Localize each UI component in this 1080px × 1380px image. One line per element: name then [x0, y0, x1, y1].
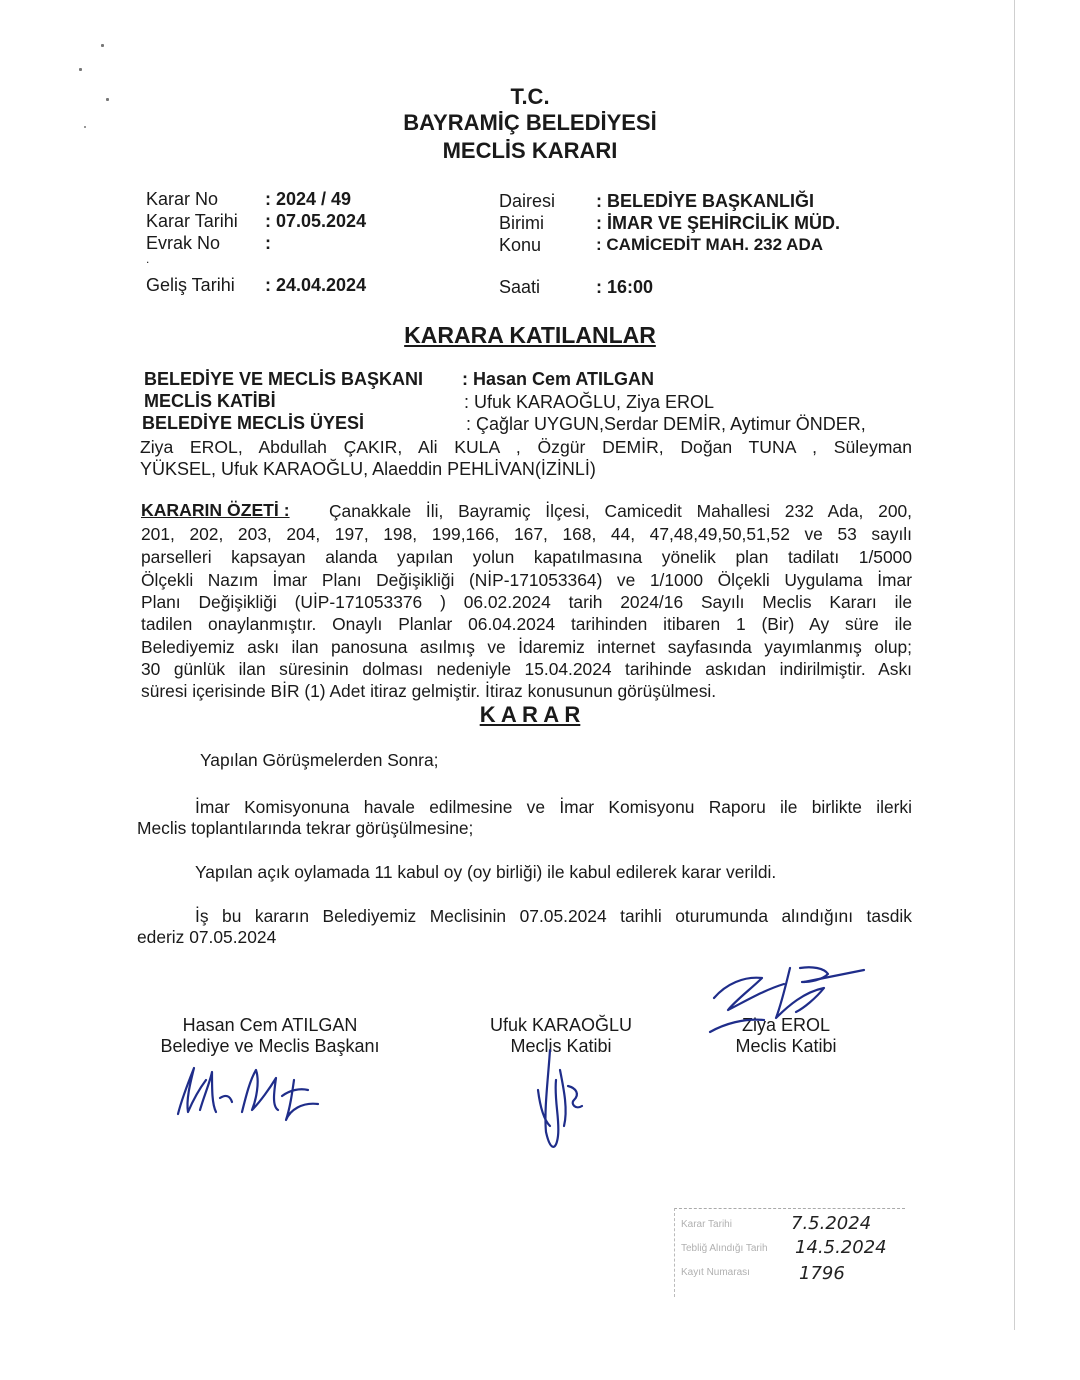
scan-edge-line [1014, 0, 1015, 1330]
scan-speck [79, 68, 82, 71]
signatory-2-name: Ufuk KARAOĞLU [489, 1015, 633, 1035]
decision-p4-line1: İş bu kararın Belediyemiz Meclisinin 07.05.2024 tarihli oturumunda alındığını tasdik [195, 906, 912, 926]
stamp-row2-value: 14.5.2024 [795, 1237, 887, 1258]
signatory-1-title: Belediye ve Meclis Başkanı [160, 1036, 380, 1056]
gelis-tarihi-value: : 24.04.2024 [265, 275, 367, 295]
summary-line-9: süresi içerisinde BİR (1) Adet itiraz gelmiştir. İtiraz konusunun görüşülmesi. [141, 681, 717, 701]
evrak-no-label: Evrak No [146, 233, 221, 253]
signature-mayor [160, 1050, 340, 1130]
signature-clerk-2 [704, 958, 874, 1038]
birimi-label: Birimi [499, 213, 544, 233]
receipt-stamp [674, 1208, 905, 1297]
header-municipality: BAYRAMİÇ BELEDİYESİ [403, 110, 657, 135]
baskan-value: : Hasan Cem ATILGAN [462, 369, 655, 389]
karar-tarihi-value: : 07.05.2024 [265, 211, 367, 231]
decision-p2-line1: İmar Komisyonuna havale edilmesine ve İmar Komisyonu Raporu ile birlikte ilerki [195, 797, 912, 817]
stray-dot: . [146, 252, 150, 266]
dairesi-label: Dairesi [499, 191, 556, 211]
stamp-row1-value: 7.5.2024 [791, 1213, 872, 1234]
summary-line-2: 201, 202, 203, 204, 197, 198, 199,166, 167, 168, 44, 47,48,49,50,51,52 ve 53 sayılı [141, 524, 912, 544]
decision-p2-line2: Meclis toplantılarında tekrar görüşülmesine; [137, 818, 474, 838]
signatory-2-title: Meclis Katibi [510, 1036, 612, 1056]
scan-speck [101, 44, 104, 47]
summary-line-1: Çanakkale İli, Bayramiç İlçesi, Camicedit Mahallesi 232 Ada, 200, [329, 501, 912, 521]
signatory-1-name: Hasan Cem ATILGAN [182, 1015, 358, 1035]
uye-line-1: : Çağlar UYGUN,Serdar DEMİR, Aytimur ÖNDER, [466, 414, 866, 434]
birimi-value: : İMAR VE ŞEHİRCİLİK MÜD. [596, 213, 841, 233]
summary-line-3: parselleri kapsayan alanda yapılan yolun kapatılmasına yönelik plan tadilatı 1/5000 [141, 547, 912, 567]
summary-line-8: 30 günlük ilan süresinin dolması nedeniyle 15.04.2024 tarihinde askıdan indirilmiştir. Askı [141, 659, 912, 679]
decision-p4-line2: ederiz 07.05.2024 [137, 927, 277, 947]
signature-clerk-1 [520, 1040, 600, 1160]
gelis-tarihi-label: Geliş Tarihi [146, 275, 235, 295]
stamp-row3-value: 1796 [799, 1263, 845, 1284]
uye-label: BELEDİYE MECLİS ÜYESİ [142, 413, 365, 433]
konu-label: Konu [499, 235, 542, 255]
karar-no-label: Karar No [146, 189, 219, 209]
stamp-row3-label: Kayıt Numarası [681, 1267, 750, 1278]
stamp-row2-label: Tebliğ Alındığı Tarih [681, 1243, 768, 1254]
saati-value: : 16:00 [596, 277, 654, 297]
saati-label: Saati [499, 277, 541, 297]
uye-line-2: Ziya EROL, Abdullah ÇAKIR, Ali KULA , Özgür DEMİR, Doğan TUNA , Süleyman [140, 437, 912, 457]
signatory-3-name: Ziya EROL [741, 1015, 831, 1035]
decision-title: K A R A R [479, 702, 581, 727]
konu-value: : CAMİCEDİT MAH. 232 ADA [596, 235, 823, 254]
uye-line-3: YÜKSEL, Ufuk KARAOĞLU, Alaeddin PEHLİVAN(İZİNLİ) [140, 459, 596, 479]
dairesi-value: : BELEDİYE BAŞKANLIĞI [596, 191, 815, 211]
header-tc: T.C. [510, 84, 550, 109]
decision-p1: Yapılan Görüşmelerden Sonra; [200, 750, 439, 770]
karar-tarihi-label: Karar Tarihi [146, 211, 238, 231]
evrak-no-value: : [265, 233, 271, 253]
katip-value: : Ufuk KARAOĞLU, Ziya EROL [464, 392, 715, 412]
stamp-row1-label: Karar Tarihi [681, 1219, 732, 1230]
header-doc-type: MECLİS KARARI [442, 138, 618, 163]
karar-no-value: : 2024 / 49 [265, 189, 352, 209]
summary-label: KARARIN ÖZETİ : [141, 500, 290, 520]
decision-p3: Yapılan açık oylamada 11 kabul oy (oy birliği) ile kabul edilerek karar verildi. [195, 862, 777, 882]
participants-title: KARARA KATILANLAR [404, 322, 656, 348]
summary-line-5: Planı Değişikliği (UİP-171053376 ) 06.02.2024 tarih 2024/16 Sayılı Meclis Kararı ile [141, 592, 912, 612]
katip-label: MECLİS KATİBİ [144, 391, 276, 411]
summary-line-4: Ölçekli Nazım İmar Planı Değişikliği (NİP-171053364) ve 1/1000 Ölçekli Uygulama İmar [141, 570, 912, 590]
baskan-label: BELEDİYE VE MECLİS BAŞKANI [144, 369, 424, 389]
signatory-3-title: Meclis Katibi [735, 1036, 837, 1056]
summary-line-6: tadilen onaylanmıştır. Onaylı Planlar 06.04.2024 tarihinden itibaren 1 (Bir) Ay süre ile [141, 614, 912, 634]
summary-line-7: Belediyemiz askı ilan panosuna asılmış ve İdaremiz internet sayfasında yayımlanmış olup; [141, 637, 912, 657]
